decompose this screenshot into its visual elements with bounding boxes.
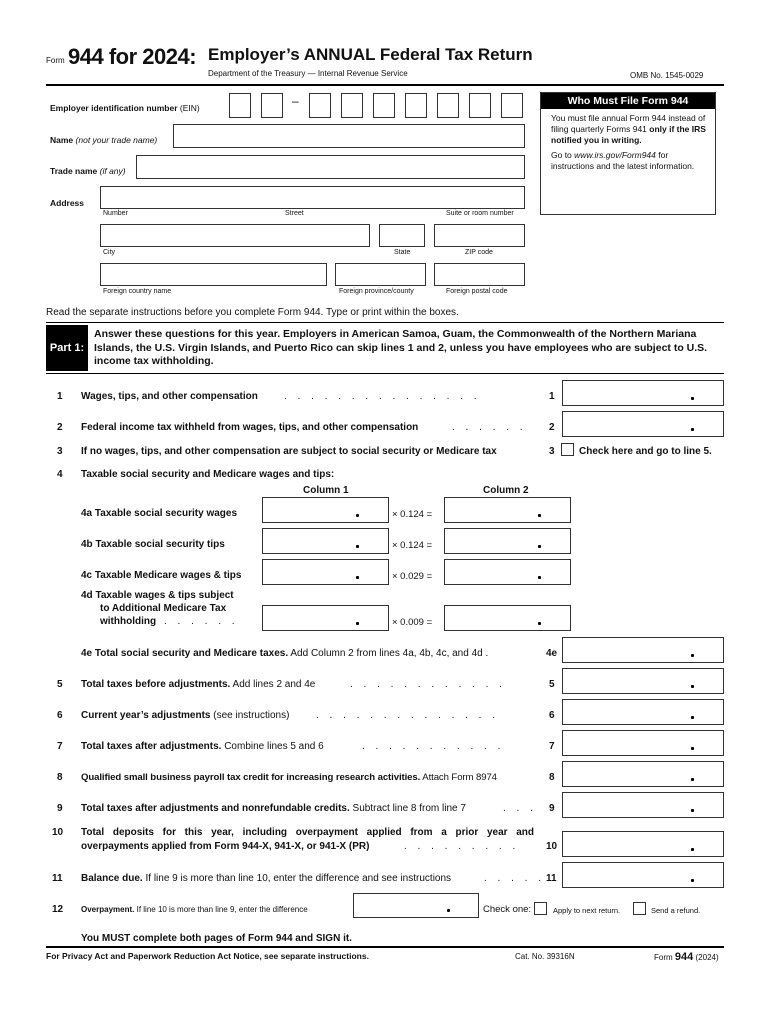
line4e-text: 4e Total social security and Medicare taxes. Add Column 2 from lines 4a, 4b, 4c, and 4d . [81,648,489,659]
address-label: Address [50,198,85,208]
line4c-col1-field[interactable] [262,559,389,585]
line4b-rate: × 0.124 = [392,540,433,551]
note-rule [46,322,724,323]
form-number-title: 944 for 2024: [68,44,197,69]
line4c-rate: × 0.029 = [392,571,433,582]
line10-amount-field[interactable] [562,831,724,857]
line10-leader: . . . . . . . . . [404,841,520,852]
line7-amount-field[interactable] [562,730,724,756]
line3-num: 3 [57,446,63,457]
line10-text1: Total deposits for this year, including overpayment applied from a prior year and [81,827,534,838]
line4d-col1-field[interactable] [262,605,389,631]
line4-num: 4 [57,469,63,480]
department: Department of the Treasury — Internal Revenue Service [208,69,408,78]
who-must-file-p1: You must file annual Form 944 instead of filing quarterly Forms 941 only if the IRS notified you in writing. [551,113,706,145]
state-caption: State [394,249,411,256]
apply-next-return-label: Apply to next return. [553,906,621,915]
line9-amount-field[interactable] [562,792,724,818]
line4d-text1: 4d Taxable wages & tips subject [81,590,234,601]
ein-digit-1[interactable] [229,93,251,118]
line2-amount-field[interactable] [562,411,724,437]
foreign-country-caption: Foreign country name [103,288,172,295]
column1-header: Column 1 [303,485,349,496]
form-word: Form [46,56,65,65]
name-label: Name (not your trade name) [50,135,158,145]
apply-next-return-checkbox[interactable] [534,902,547,915]
line4d-text3: withholding [100,616,157,627]
header-rule [46,84,724,86]
line7-leader: . . . . . . . . . . . [362,741,505,752]
line4c-col2-field[interactable] [444,559,571,585]
catalog-number: Cat. No. 39316N [515,952,575,961]
line4-text: Taxable social security and Medicare wages and tips: [81,469,335,480]
send-refund-checkbox[interactable] [633,902,646,915]
send-refund-label: Send a refund. [651,906,701,915]
line5-ref: 5 [549,679,555,690]
line4d-col2-field[interactable] [444,605,571,631]
line4a-col2-field[interactable] [444,497,571,523]
part1-rule [46,373,724,374]
zip-field[interactable] [434,224,525,247]
city-caption: City [103,249,116,256]
name-field[interactable] [173,124,525,148]
line4b-text: 4b Taxable social security tips [81,539,225,550]
line11-text: Balance due. If line 9 is more than line 10, enter the difference and see instructions [81,873,452,884]
foreign-country-field[interactable] [100,263,327,286]
foreign-postal-field[interactable] [434,263,525,286]
ein-digit-4[interactable] [341,93,363,118]
line8-text: Qualified small business payroll tax credit for increasing research activities. Attach Form 8974 [81,772,497,783]
line11-leader: . . . . . [484,873,546,884]
city-field[interactable] [100,224,370,247]
ein-digit-9[interactable] [501,93,523,118]
irs-link[interactable]: www.irs.gov/Form944 [574,150,656,160]
line3-check-text: Check here and go to line 5. [579,446,712,457]
line7-ref: 7 [549,741,555,752]
line1-ref: 1 [549,391,555,402]
foreign-province-caption: Foreign province/county [339,288,414,295]
line4e-amount-field[interactable] [562,637,724,663]
part1-label: Part 1: [46,325,88,371]
ein-dash: – [292,94,299,108]
who-must-file-title: Who Must File Form 944 [541,93,715,109]
line3-ref: 3 [549,446,555,457]
line6-leader: . . . . . . . . . . . . . . [316,710,500,721]
line4e-ref: 4e [546,648,558,659]
line1-amount-field[interactable] [562,380,724,406]
foreign-province-field[interactable] [335,263,426,286]
line9-ref: 9 [549,803,555,814]
line9-leader: . . . [503,803,537,814]
line4a-rate: × 0.124 = [392,509,433,520]
line4a-col1-field[interactable] [262,497,389,523]
check-one-label: Check one: [483,904,532,915]
line10-ref: 10 [546,841,558,852]
line2-ref: 2 [549,422,555,433]
ein-digit-8[interactable] [469,93,491,118]
line4b-col1-field[interactable] [262,528,389,554]
line8-amount-field[interactable] [562,761,724,787]
privacy-notice: For Privacy Act and Paperwork Reduction Act Notice, see separate instructions. [46,951,369,961]
line1-num: 1 [57,391,63,402]
foreign-postal-caption: Foreign postal code [446,288,508,295]
line10-num: 10 [52,827,64,838]
line4a-text: 4a Taxable social security wages [81,508,238,519]
line5-text: Total taxes before adjustments. Add lines 2 and 4e [81,679,316,690]
number-caption: Number [103,210,128,217]
line2-leader: . . . . . . [452,422,527,433]
line7-text: Total taxes after adjustments. Combine lines 5 and 6 [81,741,324,752]
who-must-file-p2: Go to www.irs.gov/Form944 for instructions and the latest information. [551,150,695,171]
line5-leader: . . . . . . . . . . . . [350,679,506,690]
line8-ref: 8 [549,772,555,783]
page-title: Employer’s ANNUAL Federal Tax Return [208,45,533,64]
line10-text2: overpayments applied from Form 944-X, 941-X, or 941-X (PR) [81,841,370,852]
line4d-text2: to Additional Medicare Tax [100,603,227,614]
line12-amount-field[interactable] [353,893,479,918]
must-sign-note: You MUST complete both pages of Form 944 and SIGN it. [81,933,352,944]
footer-rule [46,946,724,948]
zip-caption: ZIP code [465,249,493,256]
line4c-text: 4c Taxable Medicare wages & tips [81,570,242,581]
line6-text: Current year’s adjustments (see instructions) [81,710,290,721]
street-caption: Street [285,210,304,217]
line3-checkbox[interactable] [561,443,574,456]
line2-num: 2 [57,422,63,433]
ein-digit-6[interactable] [405,93,427,118]
line6-amount-field[interactable] [562,699,724,725]
line11-ref: 11 [546,873,557,884]
trade-name-label: Trade name (if any) [50,166,126,176]
part1-text: Answer these questions for this year. Employers in American Samoa, Guam, the Commonwealth of the Northern Mariana Islands, the U.S. Virgin Islands, and Puerto Rico can skip lines 1 and 2, unless you have employees who are subject to U.S. income tax withholding. [94,328,708,367]
omb-number: OMB No. 1545-0029 [630,71,704,80]
line3-text: If no wages, tips, and other compensation are subject to social security or Medicare tax [81,446,497,457]
line4d-leader: . . . . . . [164,616,239,627]
suite-caption: Suite or room number [446,210,514,217]
ein-digit-3[interactable] [309,93,331,118]
line6-num: 6 [57,710,63,721]
line2-text: Federal income tax withheld from wages, tips, and other compensation [81,422,419,433]
who-must-file-box [540,92,716,215]
line5-amount-field[interactable] [562,668,724,694]
footer-form-id: Form 944 (2024) [654,951,719,963]
line1-leader: . . . . . . . . . . . . . . . [284,391,481,402]
line1-text: Wages, tips, and other compensation [81,391,258,402]
line6-ref: 6 [549,710,555,721]
line12-text: Overpayment. If line 10 is more than line 9, enter the difference [81,905,308,914]
line11-amount-field[interactable] [562,862,724,888]
line12-num: 12 [52,904,64,915]
column2-header: Column 2 [483,485,529,496]
ein-label: Employer identification number (EIN) [50,103,200,113]
line11-num: 11 [52,873,63,884]
instructions-note: Read the separate instructions before you complete Form 944. Type or print within the boxes. [46,307,459,318]
ein-digit-2[interactable] [261,93,283,118]
trade-name-field[interactable] [136,155,525,179]
line9-num: 9 [57,803,63,814]
ein-digit-5[interactable] [373,93,395,118]
state-field[interactable] [379,224,425,247]
line4d-rate: × 0.009 = [392,617,433,628]
ein-digit-7[interactable] [437,93,459,118]
line8-num: 8 [57,772,63,783]
address-street-field[interactable] [100,186,525,209]
line9-text: Total taxes after adjustments and nonrefundable credits. Subtract line 8 from line 7 [81,803,466,814]
line4b-col2-field[interactable] [444,528,571,554]
line5-num: 5 [57,679,63,690]
line7-num: 7 [57,741,63,752]
